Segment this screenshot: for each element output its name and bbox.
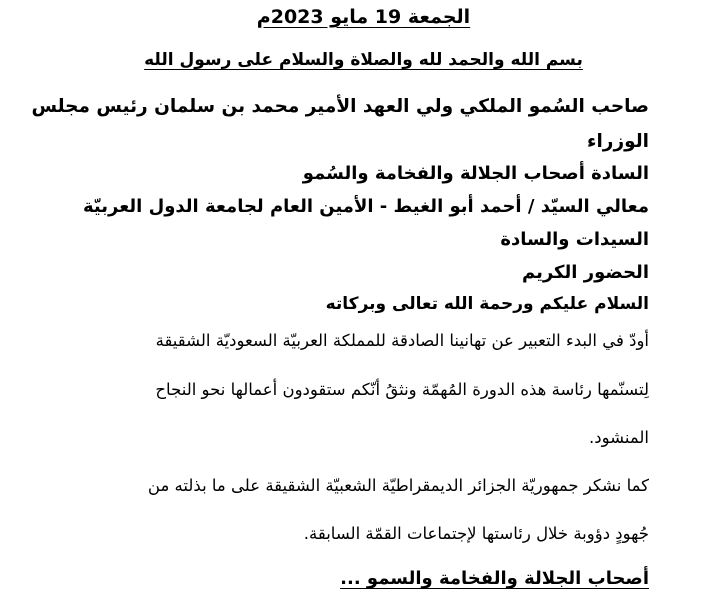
address-line-audience: الحضور الكريم [521,262,649,283]
closing-address-line: أصحاب الجلالة والفخامة والسمو ... [340,568,649,589]
paragraph-line: كما نشكر جمهوريّة الجزائر الديمقراطيّة الشعبيّة الشقيقة على ما بذلته من [147,476,649,495]
address-line-majesties: السادة أصحاب الجلالة والفخامة والسُمو [302,163,649,184]
address-line-secretary-general: معالي السيّد / أحمد أبو الغيط - الأمين العام لجامعة الدول العربيّة [83,196,649,217]
greeting-line: السلام عليكم ورحمة الله تعالى وبركاته [325,294,649,314]
paragraph-line: جُهودٍ دؤوبة خلال رئاستها لإجتماعات القمّة السابقة. [303,524,649,543]
paragraph-line: أودّ في البدء التعبير عن تهانينا الصادقة للمملكة العربيّة السعوديّة الشقيقة [155,331,649,350]
document-date: الجمعة 19 مايو 2023م [256,6,471,28]
paragraph-line: المنشود. [589,428,649,447]
address-line-ladies-gentlemen: السيدات والسادة [500,229,649,250]
paragraph-line: لِتسنّمها رئاسة هذه الدورة المُهمّة ونثقُ أنّكم ستقودون أعمالها نحو النجاح [155,380,649,399]
address-line-crown-prince: صاحب السُمو الملكي ولي العهد الأمير محمد بن سلمان رئيس مجلس [31,96,649,117]
address-line-ministers: الوزراء [587,131,649,152]
basmala-heading: بسم الله والحمد لله والصلاة والسلام على رسول الله [144,50,583,70]
